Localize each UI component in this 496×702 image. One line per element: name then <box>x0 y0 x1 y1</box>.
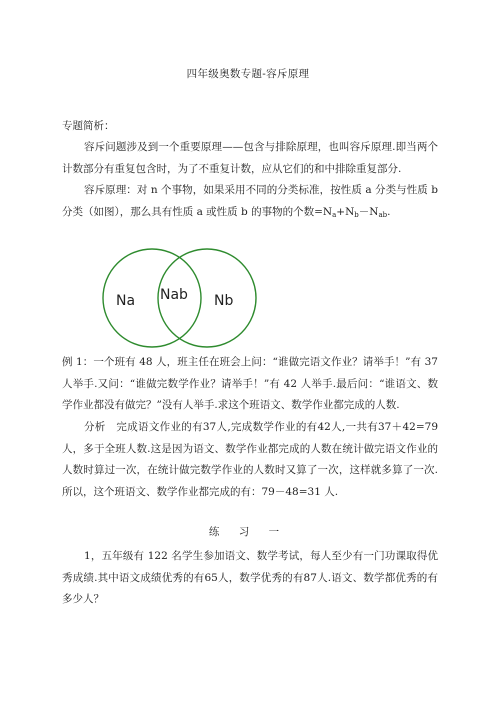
document-title: 四年级奥数专题-容斥原理 <box>186 68 310 80</box>
principle-text: 容斥原理：对 n 个事物，如果采用不同的分类标准，按性质 a 分类与性质 b 分类（如图），那么具有性质 a 或性质 b 的事物的个数= <box>62 184 438 218</box>
practice-heading: 练 习 一 <box>208 526 288 538</box>
practice-question-1: 1，五年级有 122 名学生参加语文、数学考试，每人至少有一门功课取得优秀成绩.其中语文成绩优秀的有65人，数学优秀的有87人.语文、数学都优秀的有多少人？ <box>62 550 438 605</box>
intro-paragraph: 容斥问题涉及到一个重要原理——包含与排除原理，也叫容斥原理.即当两个计数部分有重复包含时，为了不重复计数，应从它们的和中排除重复部分. <box>62 141 438 175</box>
venn-diagram <box>100 246 260 350</box>
venn-label-b: Nb <box>214 293 234 309</box>
example-1: 例 1：一个班有 48 人，班主任在班会上问：“谁做完语文作业？请举手！”有 37 人举手.又问：“谁做完数学作业？请举手！”有 42 人举手.最后问：“谁语文、数学作业都没有做完？”没有人举手.求这个班语文、数学作业都完成的人数. <box>62 356 438 411</box>
formula: $N_a+N_b-N_{ab}$. <box>322 205 391 219</box>
analysis-paragraph: 分析 完成语文作业的有37人,完成数学作业的有42人,一共有37＋42=79人，多于全班人数.这是因为语文、数学作业都完成的人数在统计做完语文作业的人数时算过一次，在统计做完数学作业的人数时又算了一次，这样就多算了一次.所以，这个班语文、数学作业都完成的有：79－48=31 人. <box>62 421 438 498</box>
venn-label-ab: Nab <box>160 287 188 303</box>
intro-label: 专题简析： <box>62 120 115 132</box>
venn-label-a: Na <box>116 293 136 309</box>
principle-paragraph <box>62 180 438 226</box>
